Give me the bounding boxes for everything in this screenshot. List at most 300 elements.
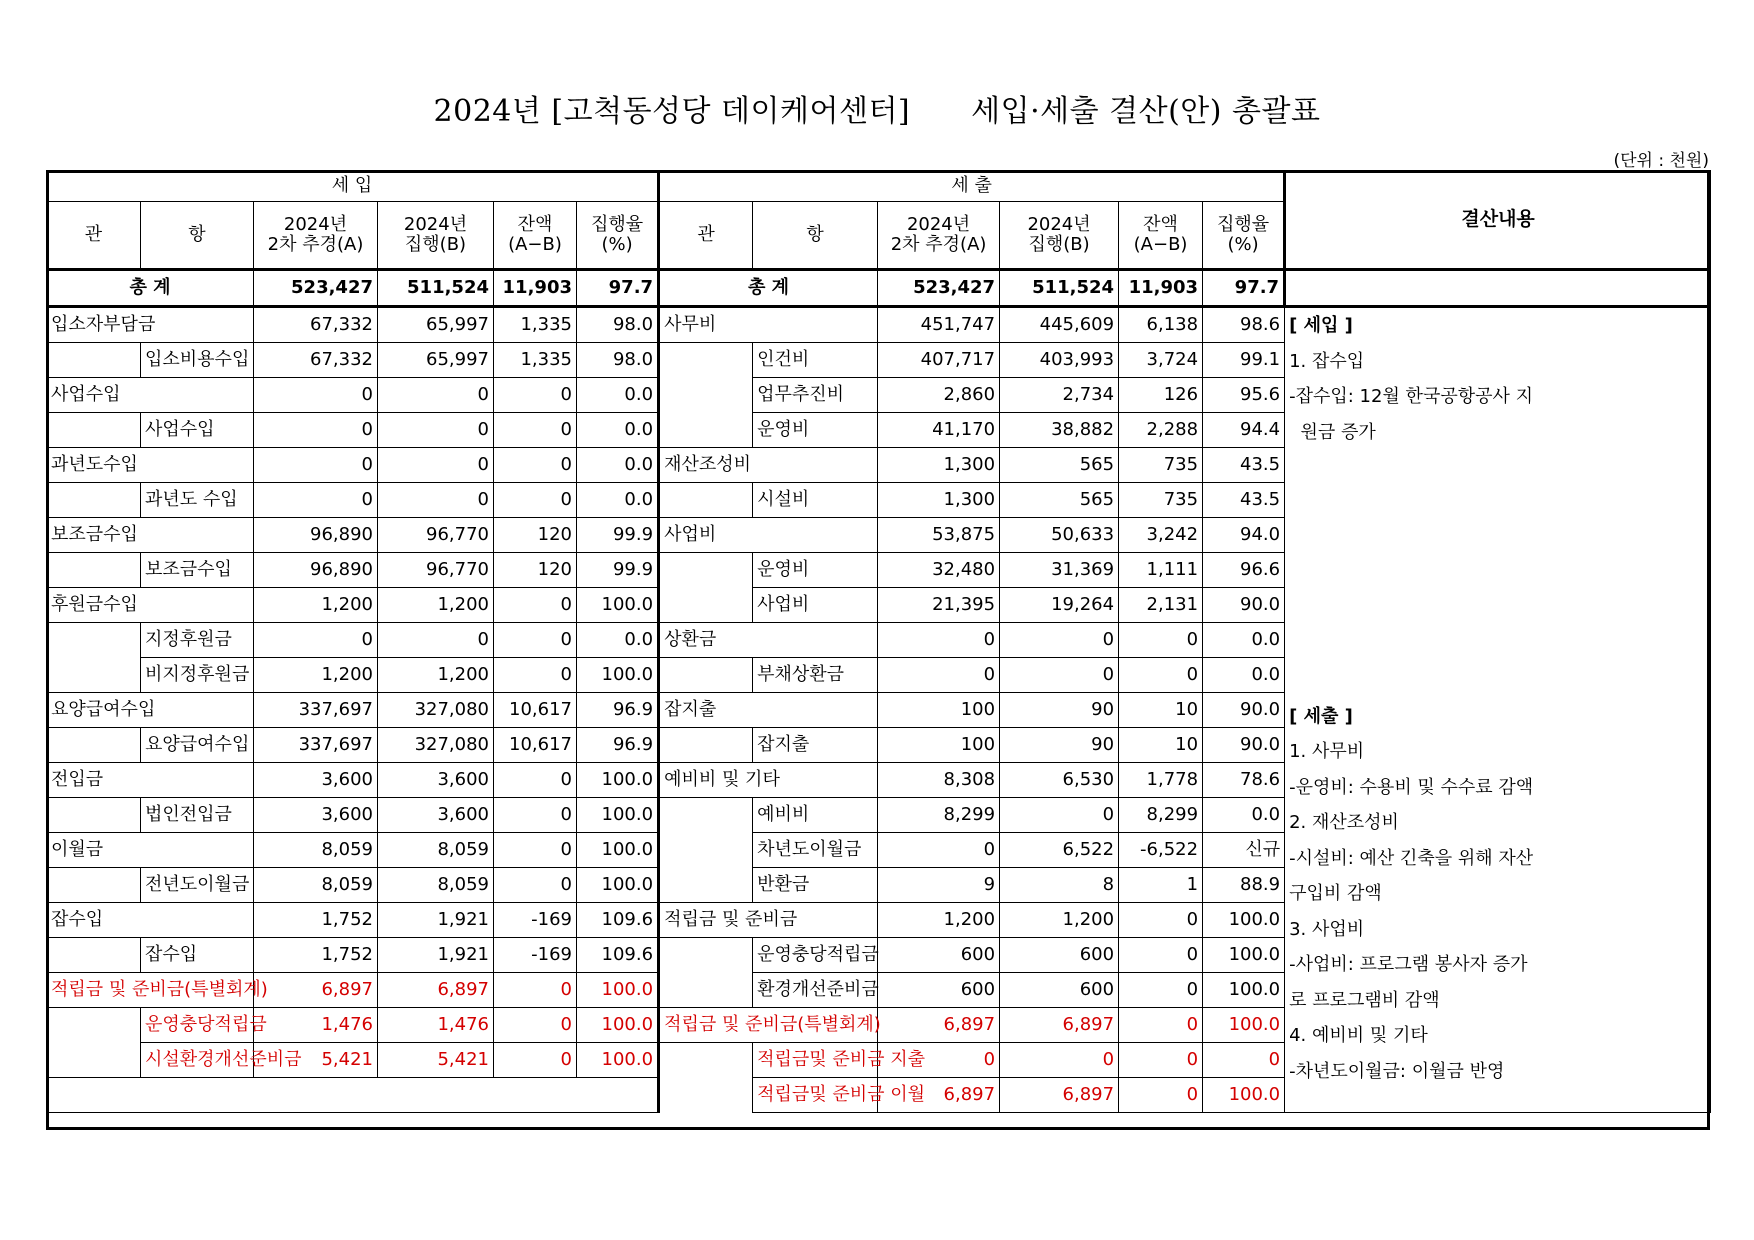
expense-balance-value: 2,288	[1119, 413, 1203, 448]
income-gwan-label: 요양급여수입	[47, 693, 254, 728]
expense-balance-value: 126	[1119, 378, 1203, 413]
income-exec-value: 8,059	[378, 833, 494, 868]
income-balance-value: 0	[494, 1043, 577, 1078]
income-gwan-label: 잡수입	[47, 903, 254, 938]
expense-rate-value: 0.0	[1203, 623, 1285, 658]
expense-gwan-blank	[659, 973, 753, 1008]
income-budget-value: 67,332	[254, 307, 378, 343]
expense-budget-value: 6,897	[878, 1008, 1000, 1043]
settlement-table	[46, 170, 1711, 1113]
expense-exec-value: 19,264	[1000, 588, 1119, 623]
expense-budget-value: 600	[878, 938, 1000, 973]
expense-rate-value: 94.0	[1203, 518, 1285, 553]
expense-balance-value: 3,242	[1119, 518, 1203, 553]
income-exec-value: 1,476	[378, 1008, 494, 1043]
expense-gwan-blank	[659, 483, 753, 518]
expense-budget-value: 41,170	[878, 413, 1000, 448]
expense-balance-value: 0	[1119, 938, 1203, 973]
expense-rate-value: 0	[1203, 1043, 1285, 1078]
income-budget-value: 1,200	[254, 658, 378, 693]
income-gwan-blank	[47, 553, 141, 588]
expense-exec-value: 8	[1000, 868, 1119, 903]
expense-hang-label: 시설비	[753, 483, 878, 518]
memo-line: 4. 예비비 및 기타	[1289, 1025, 1428, 1046]
expense-rate-value: 0.0	[1203, 658, 1285, 693]
income-exec-value: 0	[378, 413, 494, 448]
expense-rate-value: 98.6	[1203, 307, 1285, 343]
expense-exec-value: 403,993	[1000, 343, 1119, 378]
expense-budget-value: 451,747	[878, 307, 1000, 343]
expense-rate-value: 신규	[1203, 833, 1285, 868]
expense-exec-value: 6,897	[1000, 1008, 1119, 1043]
income-gwan-header: 관	[47, 202, 141, 270]
expense-exec-value: 0	[1000, 798, 1119, 833]
expense-balance-value: 10	[1119, 728, 1203, 763]
income-exec-value: 327,080	[378, 693, 494, 728]
income-total-exec: 511,524	[378, 270, 494, 307]
memo-line: 1. 사무비	[1289, 741, 1365, 762]
income-rate-value: 100.0	[577, 798, 659, 833]
expense-balance-header: 잔액 (A−B)	[1119, 202, 1203, 270]
expense-hang-label: 부채상환금	[753, 658, 878, 693]
income-balance-value: 0	[494, 413, 577, 448]
expense-gwan-blank	[659, 588, 753, 623]
income-rate-value: 100.0	[577, 1043, 659, 1078]
income-rate-value: 96.9	[577, 693, 659, 728]
income-balance-value: 0	[494, 588, 577, 623]
memo-line: -시설비: 예산 긴축을 위해 자산	[1289, 847, 1534, 869]
expense-budget-value: 0	[878, 833, 1000, 868]
income-exec-value: 6,897	[378, 973, 494, 1008]
income-exec-value: 0	[378, 378, 494, 413]
memo-line: [ 세출 ]	[1289, 705, 1353, 727]
expense-balance-value: 10	[1119, 693, 1203, 728]
expense-balance-value: 0	[1119, 623, 1203, 658]
expense-budget-value: 9	[878, 868, 1000, 903]
expense-budget-value: 407,717	[878, 343, 1000, 378]
income-gwan-blank	[47, 1043, 141, 1078]
income-gwan-label: 전입금	[47, 763, 254, 798]
memo-line: [ 세입 ]	[1289, 315, 1353, 336]
expense-rate-value: 100.0	[1203, 1008, 1285, 1043]
expense-hang-label: 적립금및 준비금 지출	[753, 1043, 878, 1078]
income-gwan-blank	[47, 728, 141, 763]
expense-total-exec: 511,524	[1000, 270, 1119, 307]
income-balance-value: 0	[494, 448, 577, 483]
expense-balance-value: 0	[1119, 658, 1203, 693]
expense-rate-value: 90.0	[1203, 728, 1285, 763]
expense-rate-value: 43.5	[1203, 448, 1285, 483]
expense-budget-value: 1,300	[878, 483, 1000, 518]
income-rate-value: 0.0	[577, 483, 659, 518]
expense-hang-label: 운영비	[753, 413, 878, 448]
income-gwan-blank	[47, 483, 141, 518]
expense-exec-value: 6,530	[1000, 763, 1119, 798]
income-gwan-blank	[47, 1008, 141, 1043]
income-budget-value: 0	[254, 483, 378, 518]
income-hang-label: 요양급여수입	[141, 728, 254, 763]
expense-gwan-label: 잡지출	[659, 693, 878, 728]
income-exec-value: 8,059	[378, 868, 494, 903]
expense-exec-value: 90	[1000, 728, 1119, 763]
memo-line: 2. 재산조성비	[1289, 812, 1399, 833]
income-budget-value: 1,752	[254, 938, 378, 973]
income-budget-value: 6,897	[254, 973, 378, 1008]
income-gwan-blank	[47, 658, 141, 693]
expense-gwan-label: 상환금	[659, 623, 878, 658]
income-exec-value: 3,600	[378, 798, 494, 833]
expense-hang-label: 예비비	[753, 798, 878, 833]
income-total-rate: 97.7	[577, 270, 659, 307]
income-gwan-blank	[47, 343, 141, 378]
expense-rate-value: 100.0	[1203, 938, 1285, 973]
expense-budget-value: 21,395	[878, 588, 1000, 623]
income-balance-value: 10,617	[494, 693, 577, 728]
expense-balance-value: 1,111	[1119, 553, 1203, 588]
income-rate-value: 100.0	[577, 868, 659, 903]
memo-line: -잡수입: 12월 한국공항공사 지	[1289, 386, 1533, 407]
expense-gwan-header: 관	[659, 202, 753, 270]
expense-exec-value: 565	[1000, 483, 1119, 518]
expense-budget-value: 53,875	[878, 518, 1000, 553]
income-exec-value: 96,770	[378, 518, 494, 553]
expense-gwan-blank	[659, 1043, 753, 1078]
income-gwan-blank	[47, 938, 141, 973]
expense-exec-value: 565	[1000, 448, 1119, 483]
income-rate-value: 100.0	[577, 833, 659, 868]
income-balance-value: 0	[494, 483, 577, 518]
income-hang-label: 보조금수입	[141, 553, 254, 588]
income-exec-value: 65,997	[378, 343, 494, 378]
expense-rate-header: 집행율 (%)	[1203, 202, 1285, 270]
income-budget-value: 96,890	[254, 553, 378, 588]
expense-hang-label: 사업비	[753, 588, 878, 623]
expense-balance-value: 0	[1119, 1043, 1203, 1078]
memo-line: 3. 사업비	[1289, 918, 1365, 940]
income-balance-value: 0	[494, 623, 577, 658]
income-balance-value: 0	[494, 763, 577, 798]
expense-balance-value: 2,131	[1119, 588, 1203, 623]
income-budget-value: 0	[254, 623, 378, 658]
income-gwan-blank	[47, 623, 141, 658]
expense-total-label: 총 계	[659, 270, 878, 307]
expense-budget-value: 100	[878, 693, 1000, 728]
income-rate-value: 99.9	[577, 553, 659, 588]
income-budget-header: 2024년 2차 추경(A)	[254, 202, 378, 270]
income-hang-label: 법인전입금	[141, 798, 254, 833]
memo-line	[1289, 557, 1706, 593]
expense-balance-value: 6,138	[1119, 307, 1203, 343]
income-budget-value: 1,476	[254, 1008, 378, 1043]
expense-gwan-blank	[659, 378, 753, 413]
income-budget-value: 1,200	[254, 588, 378, 623]
expense-exec-value: 600	[1000, 973, 1119, 1008]
expense-rate-value: 94.4	[1203, 413, 1285, 448]
income-budget-value: 8,059	[254, 868, 378, 903]
table-row	[47, 307, 1711, 343]
memo-content	[1285, 307, 1711, 1113]
income-balance-value: 0	[494, 868, 577, 903]
expense-balance-value: 8,299	[1119, 798, 1203, 833]
income-balance-value: -169	[494, 903, 577, 938]
income-balance-value: 0	[494, 1008, 577, 1043]
expense-gwan-blank	[659, 728, 753, 763]
income-hang-label: 시설환경개선준비금	[141, 1043, 254, 1078]
income-total-balance: 11,903	[494, 270, 577, 307]
expense-balance-value: 0	[1119, 1008, 1203, 1043]
expense-budget-header: 2024년 2차 추경(A)	[878, 202, 1000, 270]
income-hang-label: 비지정후원금	[141, 658, 254, 693]
expense-balance-value: 735	[1119, 483, 1203, 518]
income-total-budget: 523,427	[254, 270, 378, 307]
expense-hang-label: 차년도이월금	[753, 833, 878, 868]
expense-total-rate: 97.7	[1203, 270, 1285, 307]
expense-gwan-blank	[659, 833, 753, 868]
expense-exec-value: 50,633	[1000, 518, 1119, 553]
income-balance-value: 1,335	[494, 307, 577, 343]
income-rate-value: 100.0	[577, 763, 659, 798]
income-exec-value: 0	[378, 483, 494, 518]
income-gwan-label: 과년도수입	[47, 448, 254, 483]
income-rate-value: 0.0	[577, 448, 659, 483]
income-budget-value: 0	[254, 378, 378, 413]
income-section-header: 세 입	[47, 171, 659, 202]
income-hang-label: 지정후원금	[141, 623, 254, 658]
income-rate-value: 109.6	[577, 938, 659, 973]
memo-line	[1289, 486, 1706, 522]
expense-balance-value: 3,724	[1119, 343, 1203, 378]
expense-rate-value: 100.0	[1203, 1078, 1285, 1113]
expense-exec-value: 38,882	[1000, 413, 1119, 448]
expense-gwan-blank	[659, 553, 753, 588]
income-total-label: 총 계	[47, 270, 254, 307]
memo-line: -차년도이월금: 이월금 반영	[1289, 1060, 1505, 1082]
income-gwan-label: 보조금수입	[47, 518, 254, 553]
memo-line	[1289, 450, 1706, 486]
expense-rate-value: 100.0	[1203, 973, 1285, 1008]
income-budget-value: 3,600	[254, 798, 378, 833]
expense-gwan-blank	[659, 1078, 753, 1113]
expense-hang-label: 환경개선준비금	[753, 973, 878, 1008]
memo-header: 결산내용	[1285, 171, 1711, 270]
income-exec-value: 1,200	[378, 658, 494, 693]
expense-budget-value: 600	[878, 973, 1000, 1008]
expense-rate-value: 100.0	[1203, 903, 1285, 938]
expense-exec-value: 445,609	[1000, 307, 1119, 343]
expense-budget-value: 8,299	[878, 798, 1000, 833]
income-gwan-label: 입소자부담금	[47, 307, 254, 343]
expense-balance-value: -6,522	[1119, 833, 1203, 868]
expense-rate-value: 95.6	[1203, 378, 1285, 413]
expense-gwan-blank	[659, 413, 753, 448]
memo-total-blank	[1285, 270, 1711, 307]
income-balance-value: -169	[494, 938, 577, 973]
income-budget-value: 67,332	[254, 343, 378, 378]
income-budget-value: 8,059	[254, 833, 378, 868]
income-balance-value: 1,335	[494, 343, 577, 378]
memo-line	[1289, 628, 1706, 664]
income-gwan-blank	[47, 868, 141, 903]
expense-exec-value: 600	[1000, 938, 1119, 973]
income-balance-value: 0	[494, 973, 577, 1008]
expense-budget-value: 1,200	[878, 903, 1000, 938]
income-hang-label: 사업수입	[141, 413, 254, 448]
expense-hang-header: 항	[753, 202, 878, 270]
expense-exec-value: 0	[1000, 623, 1119, 658]
memo-line: 로 프로그램비 감액	[1289, 989, 1440, 1011]
income-rate-value: 0.0	[577, 378, 659, 413]
income-balance-value: 0	[494, 658, 577, 693]
income-balance-value: 120	[494, 518, 577, 553]
expense-gwan-blank	[659, 868, 753, 903]
expense-budget-value: 32,480	[878, 553, 1000, 588]
income-rate-value: 99.9	[577, 518, 659, 553]
income-exec-value: 3,600	[378, 763, 494, 798]
expense-budget-value: 0	[878, 1043, 1000, 1078]
income-budget-value: 337,697	[254, 693, 378, 728]
memo-line: -사업비: 프로그램 봉사자 증가	[1289, 954, 1528, 975]
expense-gwan-label: 적립금 및 준비금	[659, 903, 878, 938]
income-hang-label: 입소비용수입	[141, 343, 254, 378]
income-exec-value: 65,997	[378, 307, 494, 343]
expense-gwan-blank	[659, 658, 753, 693]
expense-budget-value: 100	[878, 728, 1000, 763]
expense-exec-value: 0	[1000, 1043, 1119, 1078]
income-budget-value: 0	[254, 413, 378, 448]
expense-balance-value: 1,778	[1119, 763, 1203, 798]
income-rate-value: 98.0	[577, 343, 659, 378]
expense-rate-value: 90.0	[1203, 693, 1285, 728]
expense-hang-label: 운영비	[753, 553, 878, 588]
income-gwan-blank	[47, 413, 141, 448]
income-exec-value: 1,921	[378, 938, 494, 973]
expense-section-header: 세 출	[659, 171, 1285, 202]
expense-hang-label: 운영충당적립금	[753, 938, 878, 973]
expense-balance-value: 1	[1119, 868, 1203, 903]
income-budget-value: 0	[254, 448, 378, 483]
expense-rate-value: 78.6	[1203, 763, 1285, 798]
income-hang-label: 전년도이월금	[141, 868, 254, 903]
expense-budget-value: 8,308	[878, 763, 1000, 798]
expense-rate-value: 99.1	[1203, 343, 1285, 378]
expense-exec-value: 0	[1000, 658, 1119, 693]
memo-line: -운영비: 수용비 및 수수료 감액	[1289, 776, 1534, 798]
expense-rate-value: 0.0	[1203, 798, 1285, 833]
memo-line: 원금 증가	[1289, 421, 1376, 443]
expense-rate-value: 90.0	[1203, 588, 1285, 623]
expense-exec-value: 90	[1000, 693, 1119, 728]
expense-rate-value: 43.5	[1203, 483, 1285, 518]
income-rate-header: 집행율 (%)	[577, 202, 659, 270]
income-rate-value: 100.0	[577, 1008, 659, 1043]
income-exec-value: 1,921	[378, 903, 494, 938]
income-gwan-blank	[47, 798, 141, 833]
income-budget-value: 5,421	[254, 1043, 378, 1078]
income-budget-value: 1,752	[254, 903, 378, 938]
memo-line	[1289, 521, 1706, 557]
expense-balance-value: 0	[1119, 973, 1203, 1008]
memo-line	[1289, 663, 1706, 699]
expense-budget-value: 1,300	[878, 448, 1000, 483]
income-hang-label: 잡수입	[141, 938, 254, 973]
memo-line: 1. 잡수입	[1289, 350, 1365, 372]
expense-gwan-blank	[659, 798, 753, 833]
expense-exec-value: 31,369	[1000, 553, 1119, 588]
expense-rate-value: 96.6	[1203, 553, 1285, 588]
income-exec-value: 1,200	[378, 588, 494, 623]
expense-hang-label: 반환금	[753, 868, 878, 903]
unit-label: (단위 : 천원)	[1613, 151, 1709, 171]
expense-exec-value: 1,200	[1000, 903, 1119, 938]
expense-total-balance: 11,903	[1119, 270, 1203, 307]
expense-gwan-label: 적립금 및 준비금(특별회계)	[659, 1008, 878, 1043]
income-exec-header: 2024년 집행(B)	[378, 202, 494, 270]
expense-hang-label: 적립금및 준비금 이월	[753, 1078, 878, 1113]
expense-budget-value: 6,897	[878, 1078, 1000, 1113]
income-balance-value: 0	[494, 833, 577, 868]
income-gwan-label: 사업수입	[47, 378, 254, 413]
income-exec-value: 5,421	[378, 1043, 494, 1078]
page-title: 2024년 [고척동성당 데이케어센터] 세입·세출 결산(안) 총괄표	[433, 94, 1321, 129]
expense-rate-value: 88.9	[1203, 868, 1285, 903]
expense-balance-value: 735	[1119, 448, 1203, 483]
expense-gwan-label: 사무비	[659, 307, 878, 343]
income-budget-value: 96,890	[254, 518, 378, 553]
income-rate-value: 100.0	[577, 973, 659, 1008]
expense-exec-value: 2,734	[1000, 378, 1119, 413]
income-exec-value: 96,770	[378, 553, 494, 588]
income-blank-row	[47, 1078, 659, 1113]
settlement-table-wrap	[46, 170, 1710, 1130]
income-budget-value: 337,697	[254, 728, 378, 763]
expense-exec-header: 2024년 집행(B)	[1000, 202, 1119, 270]
income-balance-header: 잔액 (A−B)	[494, 202, 577, 270]
income-hang-header: 항	[141, 202, 254, 270]
memo-line: 구입비 감액	[1289, 883, 1382, 904]
expense-total-budget: 523,427	[878, 270, 1000, 307]
income-exec-value: 0	[378, 623, 494, 658]
expense-budget-value: 2,860	[878, 378, 1000, 413]
income-rate-value: 98.0	[577, 307, 659, 343]
income-rate-value: 100.0	[577, 588, 659, 623]
income-rate-value: 0.0	[577, 623, 659, 658]
expense-hang-label: 인건비	[753, 343, 878, 378]
income-balance-value: 120	[494, 553, 577, 588]
income-hang-label: 과년도 수입	[141, 483, 254, 518]
income-gwan-label: 후원금수입	[47, 588, 254, 623]
income-gwan-label: 적립금 및 준비금(특별회계)	[47, 973, 254, 1008]
expense-exec-value: 6,897	[1000, 1078, 1119, 1113]
income-rate-value: 96.9	[577, 728, 659, 763]
expense-gwan-blank	[659, 343, 753, 378]
expense-gwan-label: 사업비	[659, 518, 878, 553]
income-balance-value: 10,617	[494, 728, 577, 763]
expense-gwan-label: 예비비 및 기타	[659, 763, 878, 798]
income-rate-value: 100.0	[577, 658, 659, 693]
income-balance-value: 0	[494, 798, 577, 833]
expense-hang-label: 잡지출	[753, 728, 878, 763]
expense-gwan-blank	[659, 938, 753, 973]
income-exec-value: 0	[378, 448, 494, 483]
income-hang-label: 운영충당적립금	[141, 1008, 254, 1043]
expense-balance-value: 0	[1119, 903, 1203, 938]
income-exec-value: 327,080	[378, 728, 494, 763]
income-gwan-label: 이월금	[47, 833, 254, 868]
expense-exec-value: 6,522	[1000, 833, 1119, 868]
income-rate-value: 0.0	[577, 413, 659, 448]
expense-budget-value: 0	[878, 623, 1000, 658]
memo-line	[1289, 592, 1706, 628]
